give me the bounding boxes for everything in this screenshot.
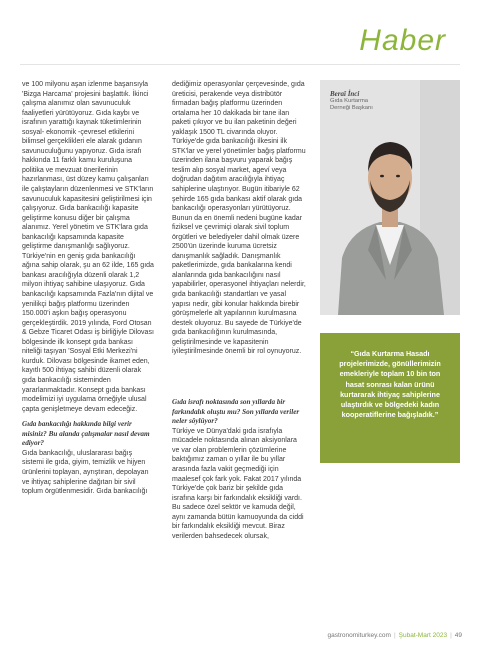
- interviewee-role: Gıda Kurtarma Derneği Başkanı: [330, 98, 373, 111]
- section-title: Haber: [359, 24, 446, 57]
- article-column-2: [172, 80, 306, 357]
- pull-quote-text: “Gıda Kurtarma Hasadı projelerimizde, gönüllerimizin emekleriyle toplam 10 bin ton hasat sonrası kalan ürünü kurtararak ihtiyaç sahiplerine ulaştırdık ve bölgedeki kadın kooperatiflerine bağışladık.”: [339, 349, 441, 420]
- footer-issue: Şubat-Mart 2023: [398, 632, 448, 639]
- footer-separator: |: [393, 632, 396, 639]
- article-column-2-continued: [172, 398, 306, 541]
- interview-question: Gıda bankacılığı hakkında bilgi verir misiniz? Bu alanda çalışmalar nasıl devam ediyor?: [22, 420, 150, 448]
- page-number: 49: [454, 632, 462, 639]
- page-footer: [327, 632, 462, 639]
- portrait-photo: [320, 80, 460, 315]
- article-column-1: [22, 80, 154, 497]
- interviewee-name: Beraî İnci: [330, 90, 360, 98]
- interview-question: Gıda israfı noktasında son yıllarda bir farkındalık oluştu mu? Son yıllarda veriler neler söylüyor?: [172, 398, 300, 426]
- portrait-illustration: [320, 80, 460, 315]
- paragraph: Gıda bankacılığı, uluslararası bağış sistemi ile gıda, giyim, temizlik ve hijyen ürünlerini toplayan, ayrıştıran, depolayan ve ihtiyaç sahiplerine dağıtan bir sivil toplum örgütlenmesidir. Gıda bankacılığı: [22, 449, 149, 496]
- pull-quote: [320, 333, 460, 463]
- paragraph: dediğimiz operasyonlar çerçevesinde, gıda üreticisi, perakende veya distribütör firmadan bağış platformu üzerinden ortalama her 10 dakikada bir tane ilan paketi çıkıyor ve bu ilan paketinin değeri yaklaşık 1500 TL civarında oluyor. Türkiye'de gıda bankacılığı ilkesini ilk STK'lar ve yerel yönetimler bağış platformu üzerinden ilana başvuru yaparak bağış teslim alıp sosyal market, ageví veya doğrudan dağıtım aracılığıyla ihtiyaç sahiplerine ulaştırıyor. Bugün itibariyle 62 şehirde 165 gıda bankası aktif olarak gıda bankacılığı operasyonları yürütüyoruz. Bunun da en önemli nedeni bugüne kadar fiziksel ve çevrimiçi olarak sivil toplum örgütleri ve belediyeler dahil olmak üzere 2500'ün üzerinde kuruma ücretsiz danışmanlık sağladık. Danışmanlık paketlerimizde, gıda bankalarına kendi alanlarında gıda bankacılığını nasıl yapabilirler, operasyonel ihtiyaçları nelerdir, gıda bankacılığı standartları ve yasal yapısı nedir, gibi konular hakkında birebir görüşmelerle alt yapılarının kurulmasına destek oluyoruz. Bu sayede de Türkiye'de gıda bankacılığının kurulmasında, geliştirilmesinde ve kapasitenin iyileştirilmesinde önemli bir rol oynuyoruz.: [172, 81, 306, 356]
- paragraph: ve 100 milyonu aşan izlenme başarısıyla 'Bizga Harcama' projesini başlattık. İkinci çalışma alanımız olan savunuculuk faaliyetleri yürütüyoruz. Gıda kaybı ve israfının yarattığı kaynak tüketimlerinin sosyal- ekonomik -çevresel etkilerini bilimsel gerçeklikleri ele alarak gıdanın savunuculuğunu yapıyoruz. Gıda israfı hakkında 11 farklı kamu kuruluşuna politika ve mevzuat önerilerinin hazırlanması, üst düzey kamu çalışanları ile çalıştayların düzenlenmesi ve STK'ların savunuculuk kapasitesini geliştirilmesi için çalışıyoruz. Gıda bankacılığı kapasite geliştirme konusu diğer bir çalışma alanımız. Yerel yönetim ve STK'lara gıda bankacılığı kapsamında kapasite geliştirme danışmanlığı sağlıyoruz. Türkiye'nin en geniş gıda bankacılığı ağına sahip olarak, şu an 62 ilde, 165 gıda bankası aracılığıyla düzenli olarak 1,2 milyon ihtiyaç sahibine ulaşıyoruz. Gıda bankacılığı kapsamında Fazla'nın dijital ve yenilikçi bağış platformu üzerinden 150.000'i aşkın bağış operasyonu gerçekleştirdik. 2019 yılında, Ford Otosan & Gebze Ticaret Odası iş birliğiyle Dilovası bölgesinde ilk konsept gıda bankası niteliği taşıyan 'Sosyal Etki Merkezi'ni kurduk. Dilovası bölgesinde ikamet eden, kayıtlı 500 ihtiyaç sahibi düzenli olarak gıda bankacılığı sisteminden yararlanmaktadır. Konsept gıda bankası modelimizi iyi uygulama örneğiyle ulusal çapta genişletmeye devam edeceğiz.: [22, 81, 154, 413]
- footer-site: gastronomiturkey.com: [327, 632, 391, 639]
- footer-separator: |: [450, 632, 452, 639]
- header-divider: [20, 64, 460, 65]
- photo-caption: [330, 90, 376, 112]
- paragraph: Türkiye ve Dünya'daki gıda israfıyla mücadele noktasında alınan aksiyonlara ve var olan problemlerin çözümlerine baktığımız zaman o yıllar ile bu yıllar arasında fazla vakit geçmediği için maalesef çok fark yok. Fakat 2017 yılında Türkiye'de çok bariz bir şekilde gıda israfına karşı bir farkındalık eksikliği vardı. Bu sadece özel sektör ve kamuda değil, aynı zamanda bütün kamuoyunda da ciddi bir farkındalık eksikliği mevcut. Biraz verilerden bahsedecek olursak,: [172, 427, 304, 540]
